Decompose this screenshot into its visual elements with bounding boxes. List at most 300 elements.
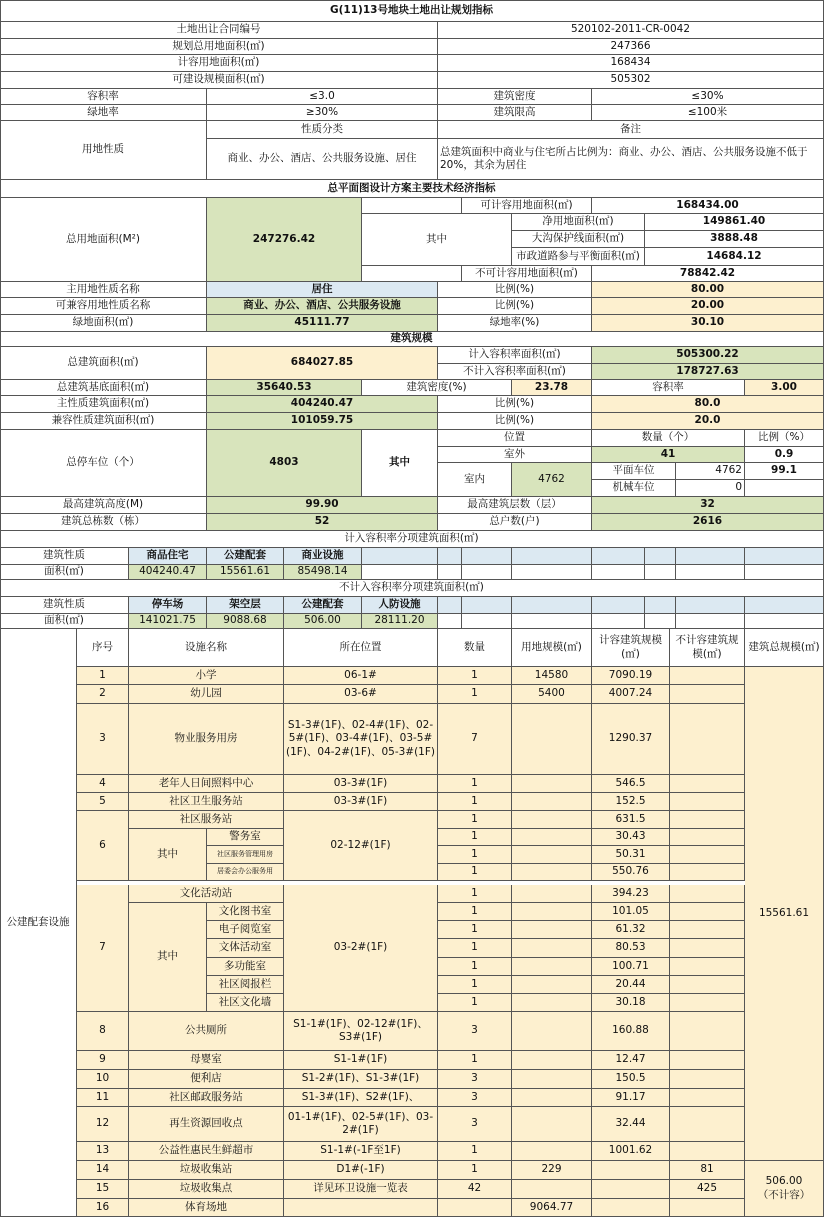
facility-land — [512, 885, 592, 903]
row-label: 室外 — [438, 447, 592, 463]
facility-qty: 1 — [438, 976, 512, 994]
row-label: 室内 — [438, 463, 512, 497]
blank-cell — [745, 548, 824, 565]
row-label: 可兼容用地性质名称 — [0, 298, 207, 315]
item-value: 506.00 — [284, 614, 362, 629]
facility-name: 母婴室 — [129, 1051, 284, 1070]
facility-land — [512, 1070, 592, 1089]
facility-nonfar — [670, 1070, 745, 1089]
row-label: 规划总用地面积(㎡) — [0, 39, 438, 55]
facility-name: 再生资源回收点 — [129, 1107, 284, 1142]
column-header: 用地规模(㎡) — [512, 629, 592, 667]
blank-cell — [745, 614, 824, 629]
facility-nonfar — [670, 667, 745, 685]
blank-cell — [512, 921, 592, 939]
row-value: ≤30% — [592, 89, 824, 105]
blank-cell — [512, 614, 592, 629]
blank-cell — [512, 565, 592, 580]
column-header: 比例（%） — [745, 430, 824, 447]
facility-location: S1-3#(1F)、S2#(1F)、 — [284, 1089, 438, 1107]
facility-qty: 1 — [438, 846, 512, 864]
blank-cell — [438, 614, 462, 629]
row-label: 可建设规模面积(㎡) — [0, 72, 438, 89]
facility-name: 物业服务用房 — [129, 704, 284, 775]
facility-land: 9064.77 — [512, 1199, 592, 1217]
row-value: 505302 — [438, 72, 824, 89]
row-no: 6 — [77, 811, 129, 881]
facility-land — [512, 1142, 592, 1161]
section-title: 计入容积率分项建筑面积(㎡) — [0, 531, 824, 548]
facility-far: 150.5 — [592, 1070, 670, 1089]
facility-far: 550.76 — [592, 864, 670, 882]
section-title: 不计入容积率分项建筑面积(㎡) — [0, 580, 824, 597]
facility-qty: 1 — [438, 829, 512, 847]
facility-far: 91.17 — [592, 1089, 670, 1107]
blank-cell — [592, 597, 645, 614]
row-value: 247276.42 — [207, 198, 362, 282]
blank-cell — [362, 266, 462, 282]
facility-far — [592, 1180, 670, 1199]
row-value: 14684.12 — [645, 248, 824, 266]
row-value: 41 — [592, 447, 745, 463]
row-label: 面积(㎡) — [0, 565, 129, 580]
row-value: 3.00 — [745, 380, 824, 396]
item-value: 15561.61 — [207, 565, 284, 580]
facility-land: 229 — [512, 1161, 592, 1180]
row-label: 总用地面积(M²) — [0, 198, 207, 282]
facility-location — [284, 1199, 438, 1217]
facility-far — [592, 1161, 670, 1180]
column-header: 备注 — [438, 121, 824, 139]
facility-qty: 1 — [438, 1051, 512, 1070]
row-no: 10 — [77, 1070, 129, 1089]
row-label: 容积率 — [592, 380, 745, 396]
facility-name: 小学 — [129, 667, 284, 685]
facility-location: S1-3#(1F)、02-4#(1F)、02-5#(1F)、03-4#(1F)、03-5#(1F)、04-2#(1F)、05-3#(1F) — [284, 704, 438, 775]
blank-cell — [438, 597, 462, 614]
row-value: 居住 — [207, 282, 438, 298]
facility-nonfar — [670, 793, 745, 811]
facility-far: 32.44 — [592, 1107, 670, 1142]
row-value: 2616 — [592, 514, 824, 531]
row-value: 78842.42 — [592, 266, 824, 282]
row-label: 建筑性质 — [0, 548, 129, 565]
row-value: 505300.22 — [592, 347, 824, 364]
row-label: 比例(%) — [438, 413, 592, 430]
row-value: 0.9 — [745, 447, 824, 463]
facility-qty: 1 — [438, 667, 512, 685]
row-label: 绿地率 — [0, 105, 207, 121]
row-label: 计入容积率面积(㎡) — [438, 347, 592, 364]
row-value: 684027.85 — [207, 347, 438, 380]
facility-qty: 1 — [438, 958, 512, 976]
row-no: 7 — [77, 885, 129, 1012]
facility-far: 1290.37 — [592, 704, 670, 775]
sheet-title: G(11)13号地块土地出让规划指标 — [0, 0, 824, 22]
remark-text: 总建筑面积中商业与住宅所占比例为：商业、办公、酒店、公共服务设施不低于20%，其余为居住 — [438, 139, 824, 180]
facility-land — [512, 811, 592, 829]
facility-far: 394.23 — [592, 885, 670, 903]
row-label: 总建筑面积(㎡) — [0, 347, 207, 380]
item-name: 公建配套 — [284, 597, 362, 614]
row-label: 大沟保护线面积(㎡) — [512, 231, 645, 248]
facility-qty: 3 — [438, 1012, 512, 1051]
facility-location: 06-1# — [284, 667, 438, 685]
sub-facility-name: 社区服务管理用房 — [207, 846, 284, 864]
item-value: 404240.47 — [129, 565, 207, 580]
facility-land: 5400 — [512, 685, 592, 704]
facility-name: 老年人日间照料中心 — [129, 775, 284, 793]
row-value: ≤3.0 — [207, 89, 438, 105]
facility-qty: 1 — [438, 864, 512, 882]
row-no: 5 — [77, 793, 129, 811]
blank-cell — [645, 548, 676, 565]
facility-far: 30.43 — [592, 829, 670, 847]
column-header: 位置 — [438, 430, 592, 447]
row-no: 11 — [77, 1089, 129, 1107]
row-label: 总建筑基底面积(㎡) — [0, 380, 207, 396]
item-name: 架空层 — [207, 597, 284, 614]
facility-name: 文化活动站 — [129, 885, 284, 903]
facility-nonfar — [670, 1051, 745, 1070]
facility-land — [512, 793, 592, 811]
row-label: 兼容性质建筑面积(㎡) — [0, 413, 207, 430]
facility-land — [512, 1180, 592, 1199]
facility-name: 幼儿园 — [129, 685, 284, 704]
row-value: 20.00 — [592, 298, 824, 315]
row-value: 45111.77 — [207, 315, 438, 332]
sub-facility-name: 文化图书室 — [207, 903, 284, 921]
facility-qty: 1 — [438, 994, 512, 1012]
blank-cell — [462, 565, 512, 580]
facility-far: 20.44 — [592, 976, 670, 994]
facility-land — [512, 1089, 592, 1107]
row-no: 2 — [77, 685, 129, 704]
facility-location: 01-1#(1F)、02-5#(1F)、03-2#(1F) — [284, 1107, 438, 1142]
row-label: 总户数(户) — [438, 514, 592, 531]
blank-cell — [645, 614, 676, 629]
row-no: 16 — [77, 1199, 129, 1217]
facility-land — [512, 1107, 592, 1142]
row-label: 主用地性质名称 — [0, 282, 207, 298]
facility-name: 体育场地 — [129, 1199, 284, 1217]
blank-cell — [676, 548, 745, 565]
sub-facility-name: 社区阅报栏 — [207, 976, 284, 994]
row-no: 8 — [77, 1012, 129, 1051]
blank-cell — [362, 565, 438, 580]
section-title: 总平面图设计方案主要技术经济指标 — [0, 180, 824, 198]
column-header: 不计容建筑规模(㎡) — [670, 629, 745, 667]
row-value: 404240.47 — [207, 396, 438, 413]
row-value: 149861.40 — [645, 214, 824, 231]
row-no: 14 — [77, 1161, 129, 1180]
facility-land: 14580 — [512, 667, 592, 685]
blank-cell — [676, 565, 745, 580]
row-label: 建筑密度 — [438, 89, 592, 105]
facility-location: 03-2#(1F) — [284, 885, 438, 1012]
blank-cell — [512, 864, 592, 882]
row-no: 3 — [77, 704, 129, 775]
row-label: 绿地率(%) — [438, 315, 592, 332]
blank-cell — [438, 565, 462, 580]
facility-qty: 42 — [438, 1180, 512, 1199]
facility-nonfar: 81 — [670, 1161, 745, 1180]
row-value: 商业、办公、酒店、公共服务设施 — [207, 298, 438, 315]
facility-qty: 1 — [438, 1161, 512, 1180]
facility-name: 垃圾收集站 — [129, 1161, 284, 1180]
row-label: 绿地面积(㎡) — [0, 315, 207, 332]
facility-location: S1-1#(1F)、02-12#(1F)、S3#(1F) — [284, 1012, 438, 1051]
facility-name: 便利店 — [129, 1070, 284, 1089]
row-value: 99.1 — [745, 463, 824, 480]
facility-far: 80.53 — [592, 939, 670, 957]
facility-qty: 1 — [438, 903, 512, 921]
blank-cell — [512, 829, 592, 847]
sub-facility-name: 多功能室 — [207, 958, 284, 976]
facility-qty: 1 — [438, 1142, 512, 1161]
column-header: 性质分类 — [207, 121, 438, 139]
blank-cell — [462, 548, 512, 565]
blank-cell — [676, 597, 745, 614]
facility-nonfar — [670, 704, 745, 775]
row-label: 计容用地面积(㎡) — [0, 55, 438, 72]
sub-facility-name: 居委会办公服务用 — [207, 864, 284, 882]
facility-qty: 3 — [438, 1070, 512, 1089]
row-value: 20.0 — [592, 413, 824, 430]
blank-cell — [645, 565, 676, 580]
facility-land — [512, 704, 592, 775]
facility-location: 02-12#(1F) — [284, 811, 438, 881]
blank-cell — [645, 597, 676, 614]
row-value: 168434 — [438, 55, 824, 72]
facility-qty: 1 — [438, 775, 512, 793]
row-label: 比例(%) — [438, 282, 592, 298]
column-header: 计容建筑规模(㎡) — [592, 629, 670, 667]
total-far-facilities: 15561.61 — [745, 667, 824, 1161]
blank-cell — [512, 939, 592, 957]
row-label: 净用地面积(㎡) — [512, 214, 645, 231]
facility-land — [512, 1012, 592, 1051]
facility-location: S1-2#(1F)、S1-3#(1F) — [284, 1070, 438, 1089]
facility-nonfar: 425 — [670, 1180, 745, 1199]
facility-far: 101.05 — [592, 903, 670, 921]
item-name: 商品住宅 — [129, 548, 207, 565]
row-value: 23.78 — [512, 380, 592, 396]
row-label: 不可计容用地面积(㎡) — [462, 266, 592, 282]
row-label: 市政道路参与平衡面积(㎡) — [512, 248, 645, 266]
blank-cell — [670, 846, 745, 864]
column-header: 序号 — [77, 629, 129, 667]
row-value: 3888.48 — [645, 231, 824, 248]
item-value: 85498.14 — [284, 565, 362, 580]
blank-cell — [670, 829, 745, 847]
facility-far — [592, 1199, 670, 1217]
facility-far: 50.31 — [592, 846, 670, 864]
row-label: 面积(㎡) — [0, 614, 129, 629]
facility-location: 03-3#(1F) — [284, 775, 438, 793]
row-label: 土地出让合同编号 — [0, 22, 438, 39]
row-label: 其中 — [362, 430, 438, 497]
row-value: 168434.00 — [592, 198, 824, 214]
facility-nonfar — [670, 1142, 745, 1161]
row-label: 建筑总栋数（栋） — [0, 514, 207, 531]
facility-name: 公共厕所 — [129, 1012, 284, 1051]
row-label: 总停车位（个） — [0, 430, 207, 497]
row-value: ≥30% — [207, 105, 438, 121]
row-value: 99.90 — [207, 497, 438, 514]
facility-far: 152.5 — [592, 793, 670, 811]
facility-nonfar — [670, 775, 745, 793]
row-label: 最高建筑高度(M) — [0, 497, 207, 514]
sub-facility-name: 电子阅览室 — [207, 921, 284, 939]
facility-qty: 3 — [438, 1107, 512, 1142]
facility-nonfar — [670, 1012, 745, 1051]
row-value: ≤100米 — [592, 105, 824, 121]
facility-nonfar — [670, 685, 745, 704]
blank-cell — [512, 846, 592, 864]
row-label: 比例(%) — [438, 396, 592, 413]
row-value: 247366 — [438, 39, 824, 55]
facility-nonfar — [670, 811, 745, 829]
blank-cell — [512, 994, 592, 1012]
facility-location: S1-1#(-1F至1F) — [284, 1142, 438, 1161]
section-title: 建筑规模 — [0, 332, 824, 347]
blank-cell — [512, 548, 592, 565]
row-value: 32 — [592, 497, 824, 514]
row-value: 52 — [207, 514, 438, 531]
facility-far: 100.71 — [592, 958, 670, 976]
row-label: 其中 — [362, 214, 512, 266]
row-label: 主性质建筑面积(㎡) — [0, 396, 207, 413]
facility-far: 160.88 — [592, 1012, 670, 1051]
item-value: 9088.68 — [207, 614, 284, 629]
item-name: 停车场 — [129, 597, 207, 614]
sub-facility-name: 文体活动室 — [207, 939, 284, 957]
blank-cell — [362, 198, 462, 214]
blank-cell — [592, 565, 645, 580]
facility-qty: 1 — [438, 921, 512, 939]
facility-location: 03-3#(1F) — [284, 793, 438, 811]
blank-cell — [670, 939, 745, 957]
column-header: 数量 — [438, 629, 512, 667]
row-value: 80.0 — [592, 396, 824, 413]
item-value: 141021.75 — [129, 614, 207, 629]
row-no: 15 — [77, 1180, 129, 1199]
total-nonfar-facilities: 506.00 （不计容） — [745, 1161, 824, 1217]
row-value: 520102-2011-CR-0042 — [438, 22, 824, 39]
facility-qty: 1 — [438, 793, 512, 811]
blank-cell — [670, 958, 745, 976]
sub-facility-name: 警务室 — [207, 829, 284, 847]
blank-cell — [512, 903, 592, 921]
row-label: 用地性质 — [0, 121, 207, 180]
facility-nonfar — [670, 1107, 745, 1142]
row-no: 13 — [77, 1142, 129, 1161]
facility-name: 社区邮政服务站 — [129, 1089, 284, 1107]
blank-cell — [362, 548, 438, 565]
item-name: 公建配套 — [207, 548, 284, 565]
row-value: 4803 — [207, 430, 362, 497]
facility-qty: 1 — [438, 811, 512, 829]
facility-land — [512, 775, 592, 793]
column-header: 设施名称 — [129, 629, 284, 667]
blank-cell — [670, 864, 745, 882]
column-header: 建筑总规模(㎡) — [745, 629, 824, 667]
facility-qty — [438, 1199, 512, 1217]
blank-cell — [512, 958, 592, 976]
row-label: 容积率 — [0, 89, 207, 105]
blank-cell — [670, 994, 745, 1012]
item-value: 28111.20 — [362, 614, 438, 629]
row-value: 4762 — [676, 463, 745, 480]
column-header: 所在位置 — [284, 629, 438, 667]
row-label: 平面车位 — [592, 463, 676, 480]
blank-cell — [462, 597, 512, 614]
row-label: 建筑性质 — [0, 597, 129, 614]
sub-group-label: 其中 — [129, 903, 207, 1012]
facility-far: 30.18 — [592, 994, 670, 1012]
blank-cell — [676, 614, 745, 629]
facility-far: 61.32 — [592, 921, 670, 939]
row-label: 最高建筑层数（层） — [438, 497, 592, 514]
row-value: 35640.53 — [207, 380, 362, 396]
facility-location: D1#(-1F) — [284, 1161, 438, 1180]
blank-cell — [592, 614, 645, 629]
facility-nonfar — [670, 1199, 745, 1217]
blank-cell — [512, 597, 592, 614]
facility-far: 631.5 — [592, 811, 670, 829]
row-label: 不计入容积率面积(㎡) — [438, 364, 592, 380]
blank-cell — [512, 976, 592, 994]
blank-cell — [670, 903, 745, 921]
row-value: 178727.63 — [592, 364, 824, 380]
row-label: 建筑密度(%) — [362, 380, 512, 396]
sub-facility-name: 社区文化墙 — [207, 994, 284, 1012]
facility-name: 社区服务站 — [129, 811, 284, 829]
row-value: 30.10 — [592, 315, 824, 332]
row-no: 1 — [77, 667, 129, 685]
facility-nonfar — [670, 885, 745, 903]
blank-cell — [592, 548, 645, 565]
row-label: 建筑限高 — [438, 105, 592, 121]
blank-cell — [745, 565, 824, 580]
sub-group-label: 其中 — [129, 829, 207, 882]
facility-qty: 1 — [438, 939, 512, 957]
facility-location: 03-6# — [284, 685, 438, 704]
row-value: 商业、办公、酒店、公共服务设施、居住 — [207, 139, 438, 180]
blank-cell — [745, 597, 824, 614]
item-name: 人防设施 — [362, 597, 438, 614]
blank-cell — [670, 976, 745, 994]
facility-location: 详见环卫设施一览表 — [284, 1180, 438, 1199]
blank-cell — [745, 480, 824, 497]
row-value: 0 — [676, 480, 745, 497]
facility-qty: 1 — [438, 685, 512, 704]
facility-name: 公益性惠民生鲜超市 — [129, 1142, 284, 1161]
facility-name: 垃圾收集点 — [129, 1180, 284, 1199]
facility-nonfar — [670, 1089, 745, 1107]
column-header: 数量（个） — [592, 430, 745, 447]
row-no: 4 — [77, 775, 129, 793]
row-value: 4762 — [512, 463, 592, 497]
blank-cell — [670, 921, 745, 939]
facility-far: 12.47 — [592, 1051, 670, 1070]
facility-land — [512, 1051, 592, 1070]
blank-cell — [438, 548, 462, 565]
group-label: 公建配套设施 — [0, 629, 77, 1217]
blank-cell — [462, 614, 512, 629]
facility-far: 1001.62 — [592, 1142, 670, 1161]
